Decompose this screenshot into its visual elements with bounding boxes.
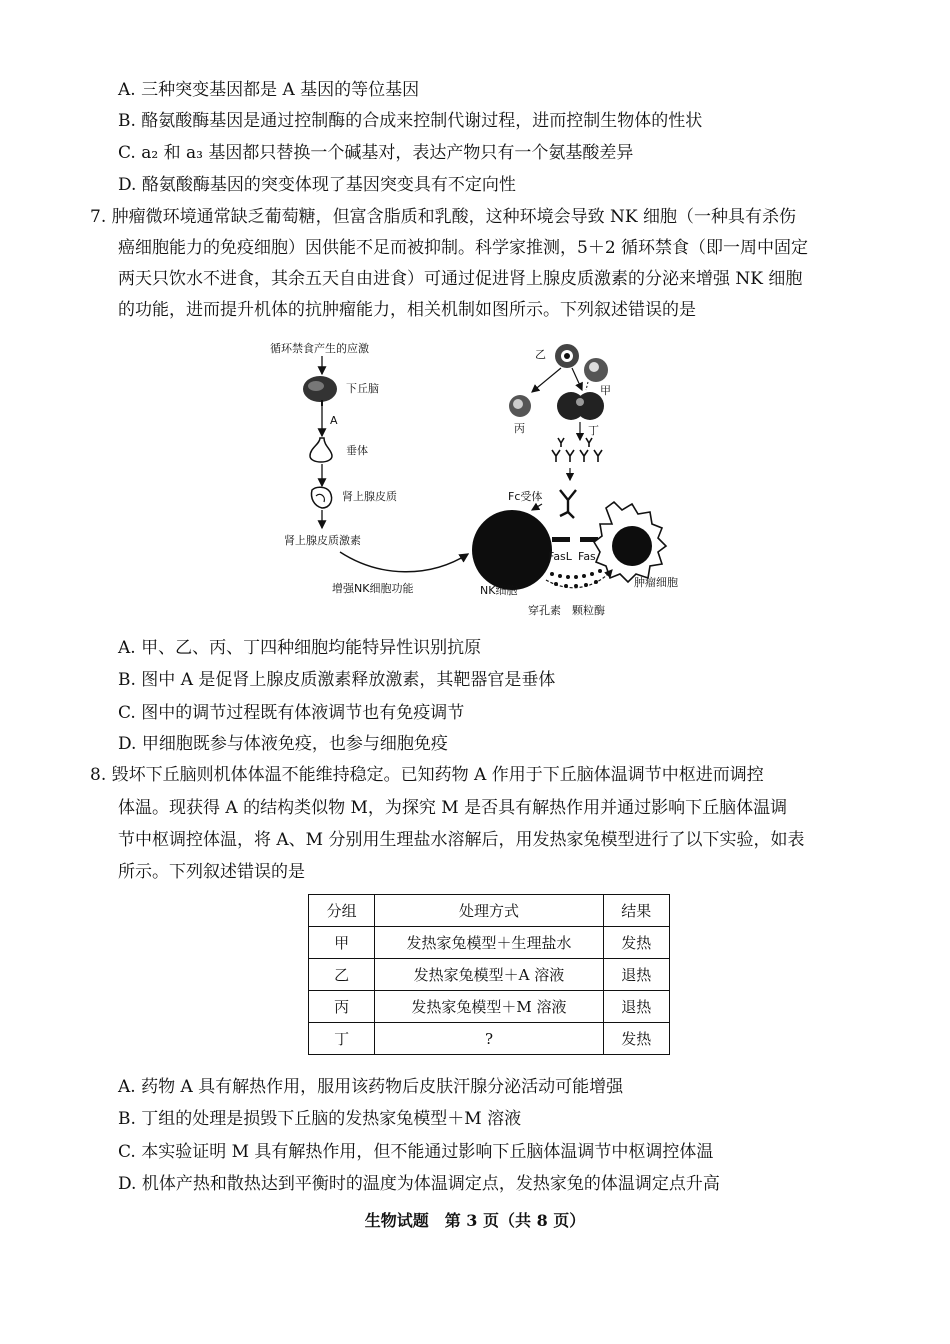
label-adrenal-cortex: 肾上腺皮质 xyxy=(342,490,397,503)
cell-yi-shape xyxy=(555,344,579,368)
nk-cell-shape xyxy=(472,510,552,590)
q8-stem-line: 节中枢调控体温，将 A、M 分别用生理盐水溶解后，用发热家兔模型进行了以下实验，如表 xyxy=(118,830,805,850)
cell-bing-shape xyxy=(509,395,531,417)
bound-antibody xyxy=(560,490,576,518)
label-fc-receptor: Fc受体 xyxy=(508,490,543,503)
label-enhance: 增强NK细胞功能 xyxy=(332,582,414,595)
q7-stem-line: 两天只饮水不进食，其余五天自由进食）可通过促进肾上腺皮质激素的分泌来增强 NK 细胞 xyxy=(118,269,803,289)
label-nk-cell: NK细胞 xyxy=(480,584,518,597)
cell-treatment: 发热家兔模型＋生理盐水 xyxy=(375,927,603,959)
cell-ding-shape xyxy=(557,392,604,420)
q8-option-a: A. 药物 A 具有解热作用，服用该药物后皮肤汗腺分泌活动可能增强 xyxy=(118,1077,624,1097)
q6-option-c: C. a₂ 和 a₃ 基因都只替换一个碱基对，表达产物只有一个氨基酸差异 xyxy=(118,143,634,163)
label-fasl: FasL xyxy=(548,550,572,563)
cell-treatment: ? xyxy=(375,1023,603,1055)
label-tumor-cell: 肿瘤细胞 xyxy=(634,576,678,589)
page-footer: 生物试题 第 3 页（共 8 页） xyxy=(364,1211,586,1230)
cell-treatment: 发热家兔模型＋A 溶液 xyxy=(375,959,603,991)
q7-stem-line: 的功能，进而提升机体的抗肿瘤能力，相关机制如图所示。下列叙述错误的是 xyxy=(118,300,696,320)
q6-option-b: B. 酪氨酸酶基因是通过控制酶的合成来控制代谢过程，进而控制生物体的性状 xyxy=(118,111,703,131)
q7-option-a: A. 甲、乙、丙、丁四种细胞均能特异性识别抗原 xyxy=(118,638,482,658)
q8-option-b: B. 丁组的处理是损毁下丘脑的发热家兔模型＋M 溶液 xyxy=(118,1109,522,1129)
pituitary-shape xyxy=(310,438,332,462)
cell-treatment: 发热家兔模型＋M 溶液 xyxy=(375,991,603,1023)
cell-result: 发热 xyxy=(603,1023,669,1055)
cell-result: 发热 xyxy=(603,927,669,959)
header-result: 结果 xyxy=(603,895,669,927)
hypothalamus-shape xyxy=(303,376,337,406)
label-cell-yi: 乙 xyxy=(535,348,546,361)
header-group: 分组 xyxy=(309,895,375,927)
cell-jia-shape xyxy=(584,358,608,382)
q8-option-d: D. 机体产热和散热达到平衡时的温度为体温调定点，发热家兔的体温调定点升高 xyxy=(118,1174,720,1194)
cell-result: 退热 xyxy=(603,991,669,1023)
table-row xyxy=(309,959,670,991)
q8-stem-line: 所示。下列叙述错误的是 xyxy=(118,862,305,882)
cell-group: 丁 xyxy=(309,1023,375,1055)
label-perforin: 穿孔素 xyxy=(528,604,561,617)
q6-option-d: D. 酪氨酸酶基因的突变体现了基因突变具有不定向性 xyxy=(118,175,516,195)
tumor-nucleus xyxy=(612,526,652,566)
label-granzyme: 颗粒酶 xyxy=(572,604,605,617)
table-row xyxy=(309,927,670,959)
q7-stem-line: 癌细胞能力的免疫细胞）因供能不足而被抑制。科学家推测，5＋2 循环禁食（即一周中固定 xyxy=(118,238,809,258)
label-cell-ding: 丁 xyxy=(588,424,599,437)
q6-option-a: A. 三种突变基因都是 A 基因的等位基因 xyxy=(118,80,420,100)
label-hypothalamus: 下丘脑 xyxy=(346,382,379,395)
label-cell-jia: 甲 xyxy=(600,384,611,397)
label-a: A xyxy=(330,414,338,427)
q8-stem-line: 8. 毁坏下丘脑则机体体温不能维持稳定。已知药物 A 作用于下丘脑体温调节中枢进而调控 xyxy=(90,765,764,785)
fasl-mark xyxy=(552,537,570,542)
label-hormone: 肾上腺皮质激素 xyxy=(284,534,361,547)
cell-group: 甲 xyxy=(309,927,375,959)
q8-stem-line: 体温。现获得 A 的结构类似物 M，为探究 M 是否具有解热作用并通过影响下丘脑体温调 xyxy=(118,798,788,818)
label-fas: Fas xyxy=(578,550,596,563)
label-pituitary: 垂体 xyxy=(346,444,368,457)
adrenal-cortex-shape xyxy=(311,487,331,508)
label-stress: 循环禁食产生的应激 xyxy=(270,342,369,355)
mechanism-diagram xyxy=(270,340,710,625)
cell-result: 退热 xyxy=(603,959,669,991)
table-row xyxy=(309,1023,670,1055)
cell-group: 丙 xyxy=(309,991,375,1023)
q7-option-b: B. 图中 A 是促肾上腺皮质激素释放激素，其靶器官是垂体 xyxy=(118,670,556,690)
table-row xyxy=(309,991,670,1023)
label-cell-bing: 丙 xyxy=(514,422,525,435)
q8-option-c: C. 本实验证明 M 具有解热作用，但不能通过影响下丘脑体温调节中枢调控体温 xyxy=(118,1142,714,1162)
q7-option-d: D. 甲细胞既参与体液免疫，也参与细胞免疫 xyxy=(118,734,448,754)
cell-group: 乙 xyxy=(309,959,375,991)
q7-option-c: C. 图中的调节过程既有体液调节也有免疫调节 xyxy=(118,703,465,723)
table-header-row xyxy=(309,895,670,927)
q7-stem-line: 7. 肿瘤微环境通常缺乏葡萄糖，但富含脂质和乳酸，这种环境会导致 NK 细胞（一种具有杀伤 xyxy=(90,207,797,227)
experiment-table xyxy=(308,894,670,1055)
antibodies xyxy=(552,438,602,462)
header-treatment: 处理方式 xyxy=(375,895,603,927)
